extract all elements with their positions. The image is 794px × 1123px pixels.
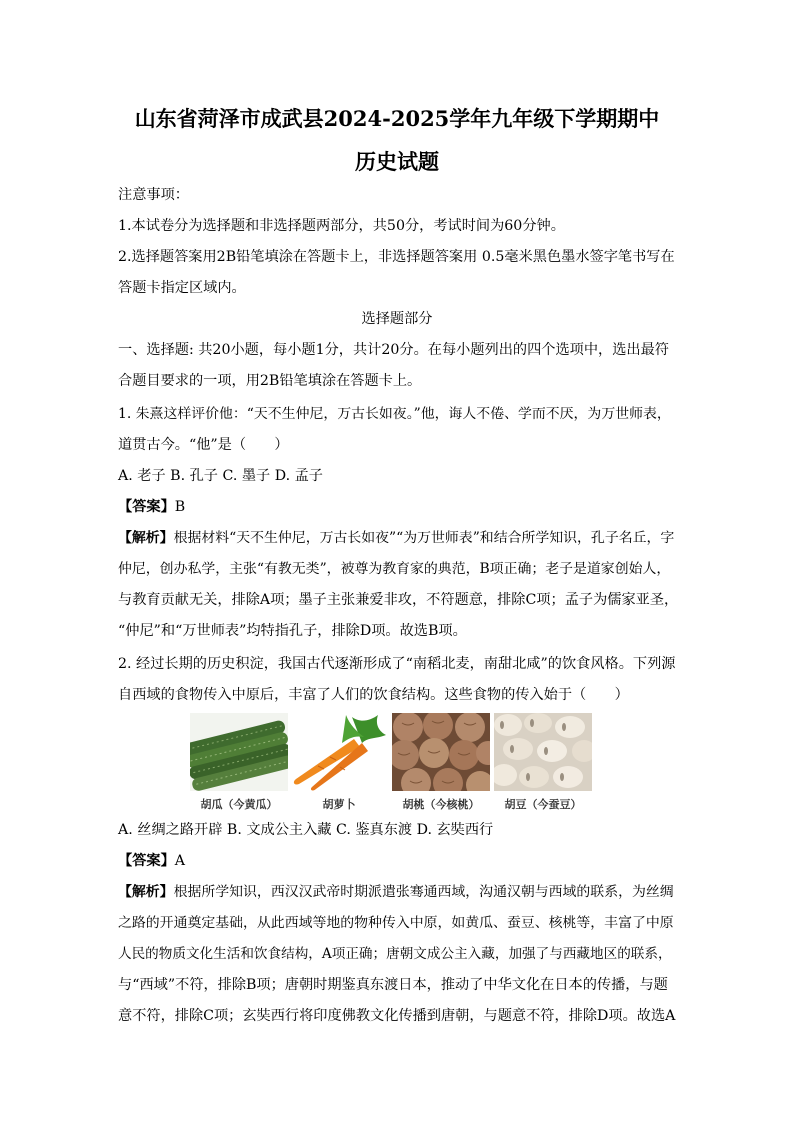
exam-subject: 历史试题 (355, 149, 439, 174)
exam-title: 山东省菏泽市成武县2024-2025学年九年级下学期期中 (134, 106, 660, 131)
notes-heading: 注意事项： (118, 187, 189, 203)
q2-analysis-line-2: 之路的开通奠定基础，从此西域等地的物种传入中原，如黄瓜、蚕豆、核桃等，丰富了中原 (118, 915, 674, 931)
q1-stem-cont: 道贯古今。“他”是（ ） (118, 437, 289, 453)
q2-analysis (118, 882, 678, 902)
q2-options: A. 丝绸之路开辟 B. 文成公主入藏 C. 鉴真东渡 D. 玄奘西行 (118, 822, 494, 838)
q1-answer (118, 497, 678, 517)
q1-analysis-label: 【解析】 (118, 530, 174, 546)
notes-item-2-cont: 答题卡指定区域内。 (118, 280, 246, 296)
q2-answer (118, 851, 678, 871)
q2-answer-value: A (174, 853, 186, 869)
q2-answer-label: 【答案】 (118, 853, 175, 869)
food-figure (190, 713, 604, 813)
q2-analysis-line-5: 意不符，排除C项；玄奘西行将印度佛教文化传播到唐朝，与题意不符，排除D项。故选A (118, 1008, 676, 1024)
section-intro-cont: 合题目要求的一项，用2B铅笔填涂在答题卡上。 (118, 373, 422, 389)
q1-analysis-line-1: 根据材料“天不生仲尼，万古长如夜”“为万世师表”和结合所学知识，孔子名丘，字 (173, 530, 675, 546)
q1-analysis-line-2: 仲尼，创办私学，主张“有教无类”，被尊为教育家的典范，B项正确；老子是道家创始人， (118, 561, 671, 577)
q2-stem: 2. 经过长期的历史积淀，我国古代逐渐形成了“南稻北麦，南甜北咸”的饮食风格。下列源 (118, 656, 676, 672)
caption-cucumber: 胡瓜（今黄瓜） (200, 798, 278, 811)
q1-answer-label: 【答案】 (118, 499, 175, 515)
q1-analysis-line-4: “仲尼”和“万世师表”均特指孔子，排除D项。故选B项。 (118, 623, 467, 639)
q2-analysis-line-4: 与“西域”不符，排除B项；唐朝时期鉴真东渡日本，推动了中华文化在日本的传播，与题 (118, 977, 668, 993)
q2-analysis-label: 【解析】 (118, 884, 174, 900)
section-intro: 一、选择题: 共20小题，每小题1分，共计20分。在每小题列出的四个选项中，选出最符 (118, 342, 669, 358)
carrot-image (290, 713, 388, 791)
q1-answer-value: B (174, 499, 186, 515)
section-heading: 选择题部分 (361, 311, 433, 327)
q2-stem-cont: 自西域的食物传入中原后，丰富了人们的饮食结构。这些食物的传入始于（ ） (118, 687, 629, 703)
q2-analysis-line-3: 人民的物质文化生活和饮食结构，A项正确；唐朝文成公主入藏，加强了与西藏地区的联系， (118, 946, 672, 962)
broad-bean-image (494, 713, 592, 791)
q1-stem: 1. 朱熹这样评价他：“天不生仲尼，万古长如夜。”他，诲人不倦、学而不厌，为万世师表， (118, 406, 671, 422)
q1-analysis-line-3: 与教育贡献无关，排除A项；墨子主张兼爱非攻，不符题意，排除C项；孟子为儒家亚圣， (118, 592, 679, 608)
walnut-image (392, 713, 490, 791)
notes-item-1: 1.本试卷分为选择题和非选择题两部分，共50分，考试时间为60分钟。 (118, 218, 565, 234)
q2-analysis-line-1: 根据所学知识，西汉汉武帝时期派遣张骞通西域，沟通汉朝与西域的联系，为丝绸 (173, 884, 674, 900)
caption-broad-bean: 胡豆（今蚕豆） (504, 798, 582, 811)
notes-item-2: 2.选择题答案用2B铅笔填涂在答题卡上，非选择题答案用 0.5毫米黑色墨水签字笔书写在 (118, 249, 675, 265)
q1-options: A. 老子 B. 孔子 C. 墨子 D. 孟子 (118, 468, 323, 484)
cucumber-image (190, 713, 288, 791)
q1-analysis (118, 528, 678, 548)
caption-carrot: 胡萝卜 (322, 798, 356, 811)
caption-walnut: 胡桃（今核桃） (402, 798, 480, 811)
